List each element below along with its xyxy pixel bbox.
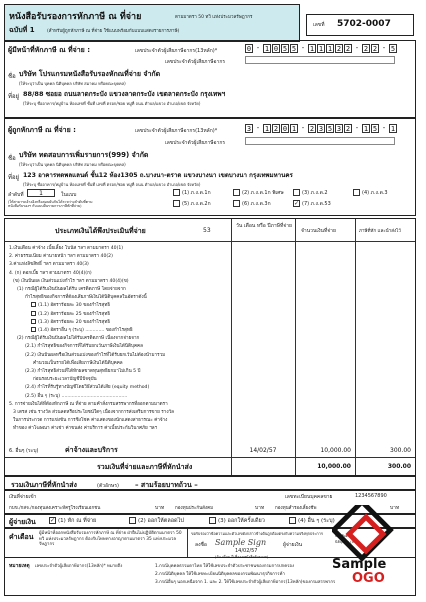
taxid-digit[interactable]: 1 xyxy=(264,45,270,53)
taxid-digit[interactable]: 0 xyxy=(273,45,279,53)
income-type-text: ในการประกวด การแข่งขัน การชิงโชค ค่าแสดงของนักแสดงสาธารณะ ค่าจ้าง xyxy=(13,418,168,424)
income-type-text: (1.2) อัตราร้อยละ 25 ของกำไรสุทธิ xyxy=(38,311,111,317)
form-type-option-label: (6) ภ.ง.ด.3ก xyxy=(242,201,271,207)
form-title-note: ตามมาตรา 50 ทวิ แห่งประมวลรัษฎากร xyxy=(175,15,253,20)
income-type-text: 5. การจ่ายเงินได้ที่ต้องหักภาษี ณ ที่จ่าย ตามคำสั่งกรมสรรพากรที่ออกตามมาตรา xyxy=(9,401,168,407)
income-type-text: ทำของ ค่าโฆษณา ค่าเช่า ค่าขนส่ง ค่าบริการ ค่าเบี้ยประกันวินาศภัย ฯลฯ xyxy=(13,426,158,432)
income-type-text: (2.3) กำไรสุทธิส่วนที่ได้หักผลขาดทุนสุทธิยกมาไม่เกิน 5 ปี xyxy=(25,369,141,374)
logo-mark-icon xyxy=(332,505,402,565)
payee-taxid[interactable] xyxy=(245,124,398,133)
checkbox-icon[interactable] xyxy=(31,319,36,324)
form-type-option-label: (5) ภ.ง.ด.2ก xyxy=(182,201,211,207)
taxid-separator: - xyxy=(300,124,306,132)
seq-input[interactable]: 1 xyxy=(27,189,55,197)
taxid-digit[interactable]: 2 xyxy=(309,125,315,133)
other-amount[interactable]: 10,000.00 xyxy=(320,447,351,454)
taxid-digit[interactable]: 3 xyxy=(246,125,252,133)
total-label: รวมเงินที่จ่ายและภาษีที่หักนำส่ง xyxy=(97,463,193,471)
income-type-text: (2.4) กำไรที่รับรู้ทางบัญชีโดยวิธีส่วนได้เสีย (equity method) xyxy=(25,385,150,391)
checkbox-icon[interactable] xyxy=(31,302,36,307)
taxid-separator: - xyxy=(300,44,306,52)
taxid-digit[interactable]: 1 xyxy=(318,45,324,53)
income-type-text: (2.5) อื่น ๆ (ระบุ) ............................................. xyxy=(25,393,128,399)
checkbox-icon[interactable] xyxy=(233,189,240,196)
title-box xyxy=(4,4,300,42)
taxid-digit[interactable]: 1 xyxy=(363,125,369,133)
income-type-line xyxy=(9,401,168,408)
taxid-separator: - xyxy=(255,124,261,132)
checkbox-icon[interactable] xyxy=(173,189,180,196)
checkbox-icon[interactable] xyxy=(209,517,216,524)
payer-type-option[interactable] xyxy=(49,517,96,525)
form-type-option[interactable] xyxy=(353,189,388,197)
income-type-line xyxy=(17,286,126,293)
form-type-option-label: (1) ภ.ง.ด.1ก xyxy=(182,190,211,196)
form-type-option[interactable] xyxy=(293,189,328,197)
taxid-separator: - xyxy=(381,124,387,132)
checkbox-icon[interactable] xyxy=(353,189,360,196)
income-type-text: 1.เงินเดือน ค่าจ้าง เบี้ยเลี้ยง โบนัส ฯลฯ ตามมาตรา 40(1) xyxy=(9,246,124,251)
income-type-text: กำไรสุทธิของกิจการที่ต้องเสียภาษีเงินได้นิติบุคคลในอัตราดังนี้ xyxy=(25,295,147,301)
income-type-text: (1.1) อัตราร้อยละ 30 ของกำไรสุทธิ xyxy=(38,303,111,309)
payee-label: ผู้ถูกหักภาษี ณ ที่จ่าย : xyxy=(8,126,76,134)
income-type-text: (1.3) อัตราร้อยละ 20 ของกำไรสุทธิ xyxy=(38,319,111,325)
taxid-digit[interactable]: 5 xyxy=(291,45,297,53)
taxid-digit[interactable]: 5 xyxy=(390,45,396,53)
income-type-line xyxy=(9,261,89,268)
taxid-digit[interactable]: 2 xyxy=(336,45,342,53)
checkbox-icon[interactable] xyxy=(129,517,136,524)
other-date[interactable]: 14/02/57 xyxy=(249,447,277,454)
income-type-text: 3.ค่าแห่งลิขสิทธิ์ ฯลฯ ตามมาตรา 40(3) xyxy=(9,262,89,268)
income-type-line xyxy=(9,253,113,260)
income-type-line xyxy=(31,311,110,318)
warning-text: ผู้มีหน้าที่ออกหนังสือรับรองการหักภาษี ณ ที่จ่าย ฝ่าฝืนไม่ปฏิบัติตามมาตรา 50 ทวิ แห่งประมวลรัษฎากร ต้องรับโทษทางอาญาตามมาตรา 35 แห่งประมวลรัษฎากร xyxy=(39,531,182,547)
checkbox-icon[interactable] xyxy=(293,189,300,196)
form-type-option[interactable] xyxy=(173,189,211,197)
income-type-text: 4. (ก) ดอกเบี้ย ฯลฯ ตามมาตรา 40(4)(ก) xyxy=(9,270,92,276)
taxid-separator: - xyxy=(354,124,360,132)
taxid-digit[interactable]: 0 xyxy=(246,45,252,53)
taxid-digit[interactable]: 1 xyxy=(327,45,333,53)
income-type-line xyxy=(31,327,133,334)
income-type-text: (1.4) อัตราอื่น ๆ (ระบุ) ............. ของกำไรสุทธิ xyxy=(38,328,133,333)
income-type-text: (2) กรณีผู้ได้รับเงินปันผลไม่ได้รับเครดิตภาษี เนื่องจากจ่ายจาก xyxy=(17,336,140,342)
payer-taxid[interactable] xyxy=(245,44,398,53)
taxid-digit[interactable]: 0 xyxy=(282,125,288,133)
taxid-digit[interactable]: 1 xyxy=(291,125,297,133)
income-type-line xyxy=(31,319,110,326)
payee-name[interactable]: บริษัท ทดสอบการเพิ่มรายการ(999) จำกัด xyxy=(19,151,149,159)
col-date: วัน เดือน หรือ ปีภาษีที่จ่าย xyxy=(236,223,292,229)
taxid-digit[interactable]: 1 xyxy=(309,45,315,53)
income-type-line xyxy=(25,343,143,350)
tax-words-row: รวมเงินภาษีที่หักนำส่ง (ตัวอักษร) – สามร้อยบาทถ้วน – xyxy=(4,476,416,490)
income-type-text: 2. ค่าธรรมเนียม ค่านายหน้า ฯลฯ ตามมาตรา 40(2) xyxy=(9,254,113,260)
checkbox-icon[interactable]: ✓ xyxy=(294,200,300,207)
taxid-digit[interactable]: 3 xyxy=(336,125,342,133)
taxid-digit[interactable]: 2 xyxy=(345,125,351,133)
income-type-line xyxy=(13,425,157,432)
payer-type-label: (2) ออกให้ตลอดไป xyxy=(138,518,184,524)
form-type-option-label: (4) ภ.ง.ด.3 xyxy=(362,190,388,196)
logo-text-ogo: OGO xyxy=(352,571,385,586)
checkbox-icon[interactable] xyxy=(289,517,296,524)
taxid-digit[interactable]: 1 xyxy=(264,125,270,133)
taxid-digit[interactable]: 2 xyxy=(273,125,279,133)
checkbox-icon[interactable] xyxy=(31,327,36,332)
income-type-line xyxy=(13,417,167,424)
income-type-line xyxy=(25,352,165,359)
payee-address[interactable]: 123 อาคารทดพลแลนด์ ชั้น12 ห้อง1305 ถ.บางนา-ตราด แขวงบางนา เขตบางนา กรุงเทพมหานคร xyxy=(23,172,293,179)
payer-type-label: (1) หัก ณ ที่จ่าย xyxy=(58,518,97,524)
certify-text: ขอรับรองว่าข้อความและตัวเลขดังกล่าวข้างต้นถูกต้องตรงกับความจริงทุกประการ xyxy=(191,531,323,536)
income-type-text: ก่อนรอบระยะเวลาบัญชีปีปัจจุบัน xyxy=(33,377,97,383)
footer-label: หมายเหตุ xyxy=(9,563,30,569)
income-type-text: คำนวณเป็นรายได้เพื่อเสียภาษีเงินได้นิติบุคคล xyxy=(33,360,123,366)
form-type-option-label: (7) ภ.ง.ด.53 xyxy=(302,201,331,207)
signature: Sample Sign xyxy=(215,538,267,547)
income-type-text: (1) กรณีผู้ได้รับเงินปันผลได้รับ เครดิตภาษี โดยจ่ายจาก xyxy=(17,287,126,292)
col-income-type-num: 53 xyxy=(203,227,211,234)
other-tax[interactable]: 300.00 xyxy=(390,447,411,454)
form-type-options xyxy=(173,189,413,215)
income-type-line xyxy=(17,335,139,342)
fund-row: เงินที่จ่ายเข้า เลขทะเบียนบุคคลขาย 1234567890 กบข./กสจ./กองทุนสงเคราะห์ครูโรงเรียนเอกชน บาท กองทุนประกันสังคม บาท กองทุนสำรองเลี้ยงชีพ บาท xyxy=(4,490,416,514)
taxid-digit[interactable]: 5 xyxy=(282,45,288,53)
total-amount: 10,000.00 xyxy=(317,463,351,470)
taxid-separator: - xyxy=(255,44,261,52)
stamp-label: ประทับตรา นิติบุคคล (ถ้ามี) xyxy=(335,534,360,544)
doc-number-box: เลขที่ 5702-0007 xyxy=(306,14,414,36)
payer-address[interactable]: 88/88 ซอยอ ถนนลาดกระบัง แขวงลาดกระบัง เขตลาดกระบัง กรุงเทพฯ xyxy=(23,90,226,98)
payee-section: ผู้ถูกหักภาษี ณ ที่จ่าย : เลขประจำตัวผู้เสียภาษีอากร(13หลัก)* 3 - 1 2 0 1 - 2 3 5 3 2 - 1 5 - 1 เลขประจำตัวผู้เสียภาษีอากร ชื่อ บริษัท ทดสอบการเพิ่มรายการ(999) จำกัด (ให้ระบุว่าเป็น บุคคล นิติบุคคล บริษัท สมาคม หรือคณะบุคคล) ที่อยู่ 123 อาคารทดพลแลนด์ ชั้น12 ห้อง1305 ถ.บางนา-ตราด แขวงบางนา เขตบางนา กรุงเทพมหานคร (ให้ระบุ ชื่ออาคาร/หมู่บ้าน ห้องเลขที่ ชั้นที่ เลขที่ ตรอก/ซอย หมู่ที่ ถนน ตำบล/แขวง อำเภอ/เขต จังหวัด) ลำดับที่ 1 ในแบบ (ให้สามารถอ้างอิงหรือสอบยันกันได้ระหว่างลำดับที่ตามหนังสือรับรองฯ กับแบบยื่นรายการภาษีหักที่จ่าย) (1) ภ.ง.ด.1ก (2) ภ.ง.ด.1ก พิเศษ (3) ภ.ง.ด.2 (4) ภ.ง.ด.3 (5) ภ.ง.ด.2ก (6) ภ.ง.ด.3ก ✓ (7) ภ.ง.ด.53 xyxy=(4,118,416,216)
payer-type-option[interactable] xyxy=(129,517,184,525)
col-amount: จำนวนเงินที่จ่าย xyxy=(301,228,336,234)
other-label: 6. อื่นๆ (ระบุ) xyxy=(9,448,39,454)
income-type-line xyxy=(25,368,140,375)
taxid-digit[interactable]: 5 xyxy=(372,125,378,133)
income-table xyxy=(4,218,416,476)
payer-type-label: (4) อื่น ๆ (ระบุ) xyxy=(298,518,335,524)
taxid-separator: - xyxy=(354,44,360,52)
form-type-option[interactable] xyxy=(293,200,331,208)
income-type-line xyxy=(13,409,174,416)
income-type-line xyxy=(25,384,149,391)
warning-box: คำเตือน ผู้มีหน้าที่ออกหนังสือรับรองการหักภาษี ณ ที่จ่าย ฝ่าฝืนไม่ปฏิบัติตามมาตรา 50 ทวิ แห่งประมวลรัษฎากร ต้องรับโทษทางอาญาตามมาตรา 35 แห่งประมวลรัษฎากร ขอรับรองว่าข้อความและตัวเลขดังกล่าวข้างต้นถูกต้องตรงกับความจริงทุกประการ ลงชื่อ Sample Sign ผู้จ่ายเงิน 14/02/57 (วัน เดือน ปี ที่ออกหนังสือรับรองฯ) ประทับตรา นิติบุคคล (ถ้ามี) xyxy=(4,528,416,558)
form-type-option[interactable] xyxy=(233,200,271,208)
checkbox-icon[interactable] xyxy=(31,311,36,316)
payer-section: ผู้มีหน้าที่หักภาษี ณ ที่จ่าย : เลขประจำตัวผู้เสียภาษีอากร(13หลัก)* 0 - 1 0 5 5 - 1 1 1 2 2 - 2 2 - 5 เลขประจำตัวผู้เสียภาษีอากร ชื่อ บริษัท โปรแกรมหนังสือรับรองหักณที่จ่าย จำกัด (ให้ระบุว่าเป็น บุคคล นิติบุคคล บริษัท สมาคม หรือคณะบุคคล) ที่อยู่ 88/88 ซอยอ ถนนลาดกระบัง แขวงลาดกระบัง เขตลาดกระบัง กรุงเทพฯ (ให้ระบุ ชื่ออาคาร/หมู่บ้าน ห้องเลขที่ ชั้นที่ เลขที่ ตรอก/ซอย หมู่ที่ ถนน ตำบล/แขวง อำเภอ/เขต จังหวัด) xyxy=(4,40,416,118)
taxid-digit[interactable]: 3 xyxy=(318,125,324,133)
income-type-line xyxy=(25,294,147,301)
taxid-digit[interactable]: 2 xyxy=(372,45,378,53)
income-type-text: (2.2) เงินปันผลหรือเงินส่วนแบ่งของกำไรที่ได้รับยกเว้นไม่ต้องนำมารวม xyxy=(25,352,166,358)
form-title: หนังสือรับรองการหักภาษี ณ ที่จ่าย xyxy=(9,12,142,22)
other-value[interactable]: ค่าจ้างและบริการ xyxy=(65,446,118,454)
logo-text-sample: Sample xyxy=(332,557,387,572)
payer-type-label: (3) ออกให้ครั้งเดียว xyxy=(218,518,265,524)
taxid-digit[interactable]: 1 xyxy=(390,125,396,133)
tax-words[interactable]: – สามร้อยบาทถ้วน – xyxy=(135,481,198,489)
taxid-digit[interactable]: 5 xyxy=(327,125,333,133)
payer-type-row: ผู้จ่ายเงิน ✓ (1) หัก ณ ที่จ่าย (2) ออกให้ตลอดไป (3) ออกให้ครั้งเดียว (4) อื่น ๆ (ระบุ) xyxy=(4,514,416,528)
payer-name[interactable]: บริษัท โปรแกรมหนังสือรับรองหักณที่จ่าย จำกัด xyxy=(19,70,161,78)
copy-label: ฉบับที่ 1 xyxy=(9,26,35,34)
form-type-option[interactable] xyxy=(233,189,284,197)
checkbox-icon[interactable] xyxy=(173,200,180,207)
income-lines xyxy=(9,245,231,435)
total-tax: 300.00 xyxy=(387,463,411,470)
doc-number[interactable]: 5702-0007 xyxy=(337,19,391,29)
checkbox-icon[interactable]: ✓ xyxy=(50,517,56,524)
col-income-type: ประเภทเงินได้พึงประเมินที่จ่าย xyxy=(55,227,146,235)
form-type-option-label: (2) ภ.ง.ด.1ก พิเศษ xyxy=(242,190,284,196)
payer-taxid2-boxes[interactable] xyxy=(245,56,395,64)
income-type-line xyxy=(9,270,92,277)
sample-logo xyxy=(332,505,402,595)
payer-type-option[interactable] xyxy=(209,517,265,525)
license-no[interactable]: 1234567890 xyxy=(355,493,387,499)
copy-note: (สำหรับผู้ถูกหักภาษี ณ ที่จ่าย ใช้แนบพร้อมกับแบบแสดงรายการภาษี) xyxy=(47,29,180,34)
warning-label: คำเตือน xyxy=(9,533,34,541)
checkbox-icon[interactable] xyxy=(233,200,240,207)
payer-label: ผู้มีหน้าที่หักภาษี ณ ที่จ่าย : xyxy=(8,46,91,54)
income-type-text: 3 เตรส เช่น รางวัล ส่วนลดหรือประโยชน์ใดๆ เนื่องจากการส่งเสริมการขาย รางวัล xyxy=(13,410,174,415)
taxid-digit[interactable]: 2 xyxy=(363,45,369,53)
income-type-line xyxy=(25,393,127,400)
income-type-line xyxy=(13,278,129,285)
taxid-separator: - xyxy=(381,44,387,52)
form-type-option-label: (3) ภ.ง.ด.2 xyxy=(302,190,328,196)
income-type-text: (ข) เงินปันผล เงินส่วนแบ่งกำไร ฯลฯ ตามมาตรา 40(4)(ข) xyxy=(13,278,129,284)
payer-type-option[interactable] xyxy=(289,517,335,525)
income-type-line xyxy=(33,376,97,383)
income-type-line xyxy=(31,302,110,309)
taxid-digit[interactable]: 2 xyxy=(345,45,351,53)
footer-notes: หมายเหตุ เลขประจำตัวผู้เสียภาษีอากร(13หลัก)* หมายถึง 1.กรณีบุคคลธรรมดาไทย ให้ใช้เลขประจำตัวประชาชนของกรมการปกครอง 2.กรณีนิติบุคคล ให้ใช้เลขทะเบียนนิติบุคคลของกรมพัฒนาธุรกิจการค้า 3.กรณีอื่นๆ นอกเหนือจาก 1. และ 2. ให้ใช้เลขประจำตัวผู้เสียภาษีอากร(13หลัก)ของกรมสรรพากร xyxy=(4,558,416,596)
col-tax: ภาษีที่หัก และนำส่งไว้ xyxy=(359,229,401,234)
income-type-line xyxy=(9,245,123,252)
payee-taxid2-boxes[interactable] xyxy=(245,137,395,145)
certify-date: 14/02/57 xyxy=(235,548,258,554)
form-type-option[interactable] xyxy=(173,200,211,208)
income-type-text: (2.1) กำไรสุทธิของกิจการที่ได้รับยกเว้นภาษีเงินได้นิติบุคคล xyxy=(25,344,143,350)
income-type-line xyxy=(33,360,123,367)
